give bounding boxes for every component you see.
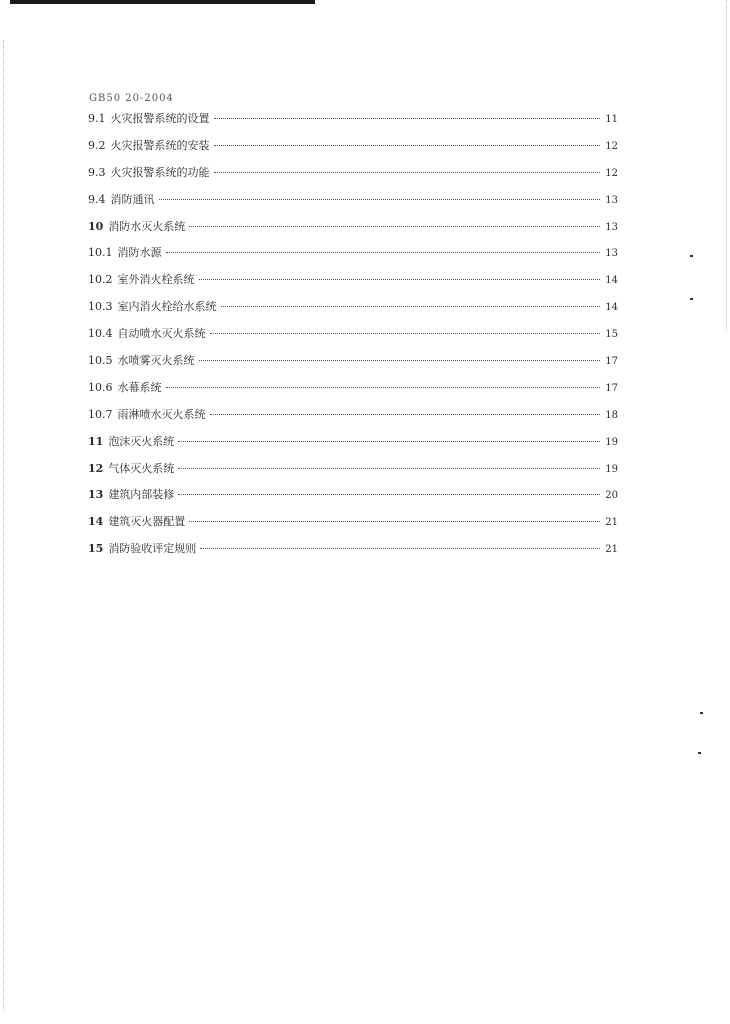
toc-entry-number: 9.2 — [88, 138, 106, 152]
toc-entry-number: 13 — [88, 488, 104, 502]
scan-left-edge — [3, 40, 6, 1010]
scan-speck — [690, 298, 693, 300]
toc-entry[interactable] — [88, 435, 618, 462]
table-of-contents — [88, 112, 618, 569]
toc-dot-leader — [199, 279, 601, 280]
toc-entry-number: 10.2 — [88, 273, 113, 287]
toc-entry-number: 11 — [88, 434, 104, 448]
toc-dot-leader — [210, 414, 601, 415]
toc-dot-leader — [189, 226, 600, 227]
toc-entry[interactable] — [88, 462, 618, 489]
toc-entry-title: 消防通讯 — [110, 192, 155, 206]
toc-page-number: 19 — [605, 463, 618, 475]
toc-entry[interactable] — [88, 300, 618, 327]
toc-page-number: 11 — [605, 114, 618, 125]
toc-entry-title: 室内消火栓给水系统 — [117, 300, 217, 314]
toc-dot-leader — [214, 145, 601, 146]
toc-entry[interactable] — [88, 408, 618, 435]
toc-dot-leader — [214, 172, 601, 173]
toc-page-number: 13 — [605, 194, 618, 206]
toc-entry-title: 火灾报警系统的安装 — [110, 138, 210, 152]
scan-speck — [700, 712, 703, 714]
scan-speck — [698, 752, 701, 754]
toc-entry-title: 火灾报警系统的设置 — [110, 112, 210, 125]
toc-entry[interactable] — [88, 515, 618, 542]
toc-entry-title: 水喷雾灭火系统 — [117, 354, 195, 368]
standard-code-header: GB50 20-2004 — [89, 93, 174, 104]
toc-entry[interactable] — [88, 139, 618, 166]
toc-entry[interactable] — [88, 381, 618, 408]
toc-entry-number: 10.5 — [88, 354, 113, 368]
toc-entry-number: 10.7 — [88, 407, 113, 421]
scan-right-edge — [726, 0, 729, 330]
toc-page-number: 21 — [605, 544, 618, 556]
toc-page-number: 12 — [605, 140, 618, 152]
toc-entry-number: 9.4 — [88, 192, 106, 206]
toc-entry-number: 15 — [88, 542, 104, 556]
toc-entry-number: 9.3 — [88, 165, 106, 179]
toc-entry[interactable] — [88, 542, 618, 569]
scan-speck — [690, 255, 693, 257]
toc-entry-number: 10.6 — [88, 380, 113, 394]
toc-dot-leader — [166, 252, 601, 253]
toc-dot-leader — [200, 548, 600, 549]
toc-entry-title: 消防水源 — [117, 246, 162, 260]
toc-entry[interactable] — [88, 112, 618, 139]
toc-page-number: 19 — [605, 436, 618, 448]
toc-page-number: 13 — [605, 248, 618, 260]
toc-entry[interactable] — [88, 273, 618, 300]
toc-dot-leader — [159, 199, 601, 200]
toc-entry-title: 消防验收评定规则 — [108, 542, 197, 556]
toc-page-number: 17 — [605, 382, 618, 394]
toc-page-number: 14 — [605, 275, 618, 287]
toc-entry-number: 9.1 — [88, 112, 106, 125]
toc-page-number: 15 — [605, 329, 618, 341]
toc-entry-number: 10.3 — [88, 300, 113, 314]
toc-entry[interactable] — [88, 193, 618, 220]
toc-dot-leader — [221, 306, 601, 307]
toc-dot-leader — [166, 387, 601, 388]
toc-page-number: 20 — [605, 490, 618, 502]
toc-dot-leader — [214, 118, 601, 119]
toc-dot-leader — [189, 521, 600, 522]
toc-entry[interactable] — [88, 246, 618, 273]
toc-entry-title: 消防水灭火系统 — [108, 219, 186, 233]
toc-entry[interactable] — [88, 488, 618, 515]
toc-dot-leader — [178, 468, 600, 469]
toc-entry-number: 10.4 — [88, 327, 113, 341]
toc-entry-number: 10 — [88, 219, 104, 233]
toc-entry[interactable] — [88, 327, 618, 354]
toc-entry-title: 泡沫灭火系统 — [108, 434, 175, 448]
toc-entry-title: 建筑灭火器配置 — [108, 515, 186, 529]
scan-top-edge — [10, 0, 315, 4]
toc-entry[interactable] — [88, 220, 618, 247]
toc-page-number: 17 — [605, 356, 618, 368]
toc-entry-title: 自动喷水灭火系统 — [117, 327, 206, 341]
toc-dot-leader — [178, 494, 600, 495]
toc-entry-number: 10.1 — [88, 246, 113, 260]
toc-entry[interactable] — [88, 354, 618, 381]
toc-entry-title: 气体灭火系统 — [108, 461, 175, 475]
toc-page-number: 14 — [605, 302, 618, 314]
toc-page-number: 21 — [605, 517, 618, 529]
toc-page-number: 13 — [605, 221, 618, 233]
toc-dot-leader — [178, 441, 600, 442]
toc-entry-title: 建筑内部装修 — [108, 488, 175, 502]
toc-page-number: 18 — [605, 409, 618, 421]
toc-dot-leader — [210, 333, 601, 334]
toc-entry-title: 火灾报警系统的功能 — [110, 165, 210, 179]
toc-entry-title: 水幕系统 — [117, 380, 162, 394]
toc-entry-number: 12 — [88, 461, 104, 475]
toc-entry-title: 雨淋喷水灭火系统 — [117, 407, 206, 421]
toc-page-number: 12 — [605, 167, 618, 179]
toc-entry-number: 14 — [88, 515, 104, 529]
toc-entry[interactable] — [88, 166, 618, 193]
toc-entry-title: 室外消火栓系统 — [117, 273, 195, 287]
toc-dot-leader — [199, 360, 601, 361]
